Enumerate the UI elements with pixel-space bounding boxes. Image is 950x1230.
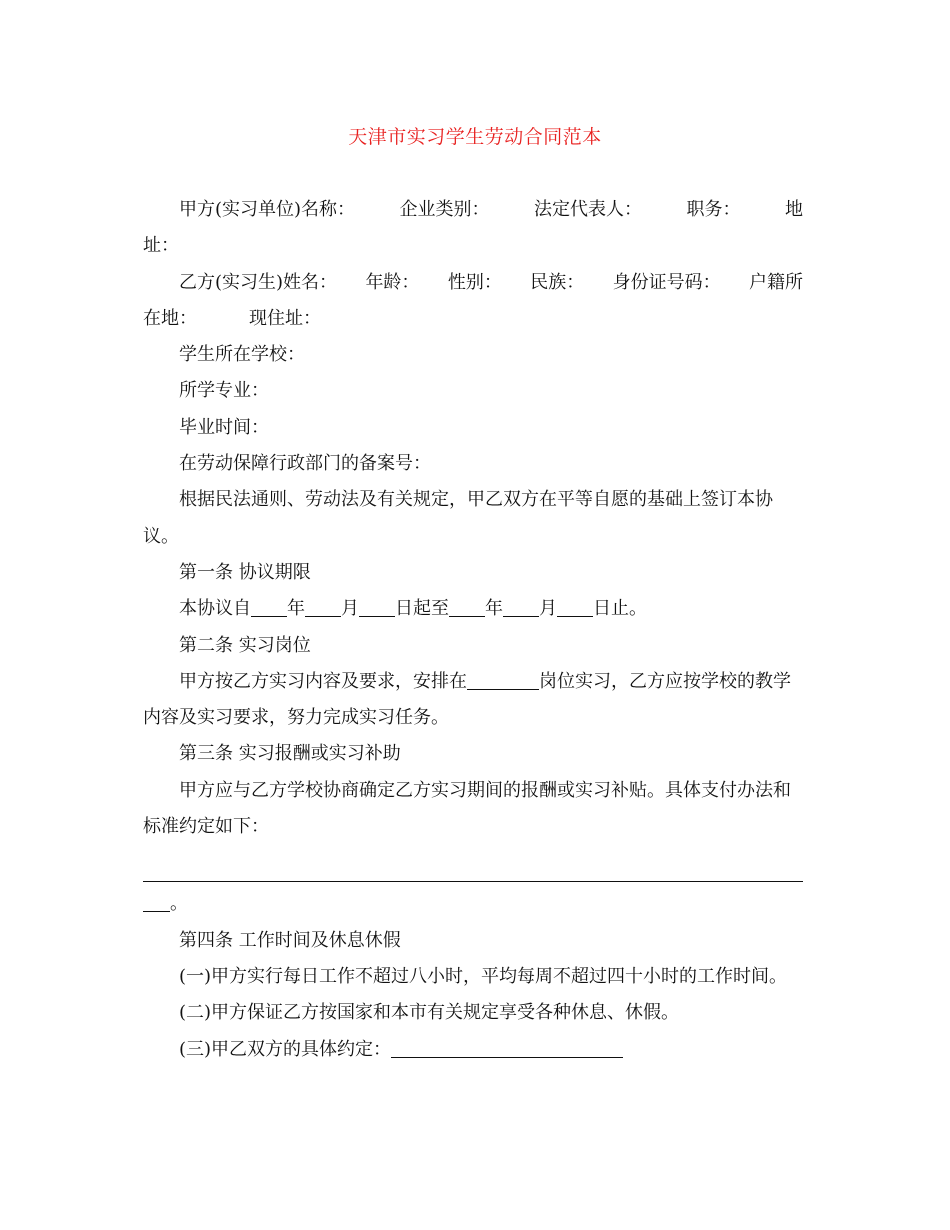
day-from-label: 日起至 <box>395 598 449 620</box>
party-b-hukou-label-2: 在地： <box>143 307 197 329</box>
record-number-label: 在劳动保障行政部门的备案号： <box>179 453 431 475</box>
party-b-line <box>143 265 803 301</box>
payment-terms-end-line <box>143 886 803 922</box>
payment-terms-blank[interactable] <box>143 859 803 882</box>
school-label: 学生所在学校： <box>179 344 305 366</box>
article-2-text-end: 岗位实习，乙方应按学校的教学内容及实习要求，努力完成实习任务。 <box>143 670 791 729</box>
article-2-heading: 第二条 实习岗位 <box>179 634 311 656</box>
article-4-item-1: (一)甲方实行每日工作不超过八小时，平均每周不超过四十小时的工作时间。 <box>179 965 788 987</box>
end-day-blank[interactable] <box>557 594 593 617</box>
party-b-line-2 <box>143 301 803 337</box>
party-a-address-label-1: 地 <box>784 199 803 220</box>
article-1-heading: 第一条 协议期限 <box>179 561 311 583</box>
party-a-line <box>143 192 803 228</box>
specific-agreement-blank[interactable] <box>391 1035 623 1058</box>
document-title: 天津市实习学生劳动合同范本 <box>348 126 602 148</box>
graduation-label: 毕业时间： <box>179 416 269 438</box>
party-b-id-label: 身份证号码： <box>612 271 721 293</box>
year-label: 年 <box>485 598 503 620</box>
article-4-item-2: (二)甲方保证乙方按国家和本市有关规定享受各种休息、休假。 <box>179 1002 680 1024</box>
period-mark: 。 <box>170 893 188 915</box>
major-label: 所学专业： <box>179 380 269 402</box>
party-b-gender-label: 性别： <box>447 271 502 293</box>
article-4-heading: 第四条 工作时间及休息休假 <box>179 929 401 951</box>
payment-terms-blank-end[interactable] <box>143 889 170 912</box>
party-b-hukou-label-1: 户籍所 <box>749 271 803 293</box>
day-to-label: 日止。 <box>593 598 647 620</box>
party-a-name-label: 甲方(实习单位)名称： <box>179 199 356 220</box>
article-2-text-start: 甲方按乙方实习内容及要求，安排在 <box>179 670 467 692</box>
party-b-current-address-label: 现住址： <box>249 307 321 329</box>
article-4-item-3 <box>143 1032 803 1068</box>
article-4-item-3-label: (三)甲乙双方的具体约定： <box>179 1038 392 1060</box>
party-a-address-label-2: 址： <box>143 235 179 257</box>
party-a-job-label: 职务： <box>686 199 741 220</box>
document-body <box>143 192 803 1068</box>
start-day-blank[interactable] <box>359 594 395 617</box>
article-2-paragraph <box>143 664 803 737</box>
preamble-paragraph: 根据民法通则、劳动法及有关规定，甲乙双方在平等自愿的基础上签订本协议。 <box>143 489 773 547</box>
position-blank[interactable] <box>467 667 539 690</box>
party-a-type-label: 企业类别： <box>399 199 490 220</box>
term-text-start: 本协议自 <box>179 598 251 620</box>
start-month-blank[interactable] <box>305 594 341 617</box>
party-b-name-label: 乙方(实习生)姓名： <box>179 271 338 293</box>
month-label: 月 <box>539 598 557 620</box>
end-month-blank[interactable] <box>503 594 539 617</box>
end-year-blank[interactable] <box>449 594 485 617</box>
month-label: 月 <box>341 598 359 620</box>
party-a-rep-label: 法定代表人： <box>534 199 643 220</box>
article-1-term-line <box>143 591 803 627</box>
year-label: 年 <box>287 598 305 620</box>
party-b-age-label: 年龄： <box>365 271 420 293</box>
party-b-ethnicity-label: 民族： <box>530 271 585 293</box>
start-year-blank[interactable] <box>251 594 287 617</box>
article-3-paragraph: 甲方应与乙方学校协商确定乙方实习期间的报酬或实习补贴。具体支付办法和标准约定如下： <box>143 779 791 838</box>
article-3-heading: 第三条 实习报酬或实习补助 <box>179 743 401 765</box>
